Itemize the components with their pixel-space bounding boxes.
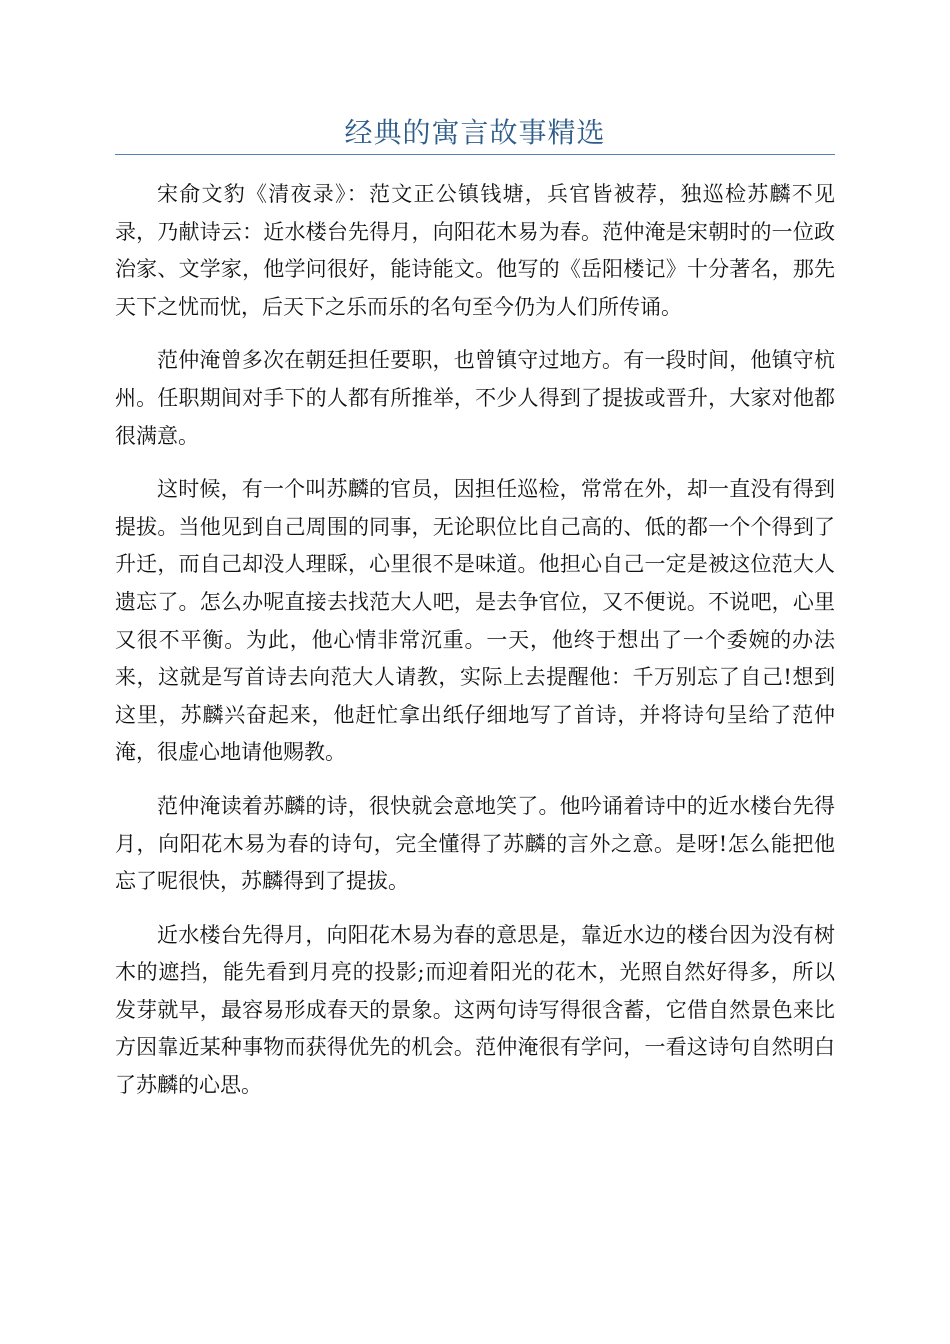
- paragraph: 宋俞文豹《清夜录》：范文正公镇钱塘，兵官皆被荐，独巡检苏麟不见录，乃献诗云：近水楼台先得月，向阳花木易为春。范仲淹是宋朝时的一位政治家、文学家，他学问很好，能诗能文。他写的《岳阳楼记》十分著名，那先天下之忧而忧，后天下之乐而乐的名句至今仍为人们所传诵。: [115, 182, 835, 319]
- paragraph: 范仲淹读着苏麟的诗，很快就会意地笑了。他吟诵着诗中的近水楼台先得月，向阳花木易为春的诗句，完全懂得了苏麟的言外之意。是呀!怎么能把他忘了呢很快，苏麟得到了提拔。: [115, 793, 835, 894]
- title-divider: [115, 154, 835, 155]
- paragraph: 近水楼台先得月，向阳花木易为春的意思是，靠近水边的楼台因为没有树木的遮挡，能先看到月亮的投影;而迎着阳光的花木，光照自然好得多，所以发芽就早，最容易形成春天的景象。这两句诗写得很含蓄，它借自然景色来比方因靠近某种事物而获得优先的机会。范仲淹很有学问，一看这诗句自然明白了苏麟的心思。: [115, 922, 835, 1098]
- paragraph: 范仲淹曾多次在朝廷担任要职，也曾镇守过地方。有一段时间，他镇守杭州。任职期间对手下的人都有所推举，不少人得到了提拔或晋升，大家对他都很满意。: [115, 348, 835, 448]
- document-title: 经典的寓言故事精选: [344, 116, 606, 149]
- paragraph: 这时候，有一个叫苏麟的官员，因担任巡检，常常在外，却一直没有得到提拔。当他见到自己周围的同事，无论职位比自己高的、低的都一个个得到了升迁，而自己却没人理睬，心里很不是味道。他担心自己一定是被这位范大人遗忘了。怎么办呢直接去找范大人吧，是去争官位，又不便说。不说吧，心里又很不平衡。为此，他心情非常沉重。一天，他终于想出了一个委婉的办法来，这就是写首诗去向范大人请教，实际上去提醒他：千万别忘了自己!想到这里，苏麟兴奋起来，他赶忙拿出纸仔细地写了首诗，并将诗句呈给了范仲淹，很虚心地请他赐教。: [115, 477, 835, 765]
- document-body: [115, 176, 835, 1121]
